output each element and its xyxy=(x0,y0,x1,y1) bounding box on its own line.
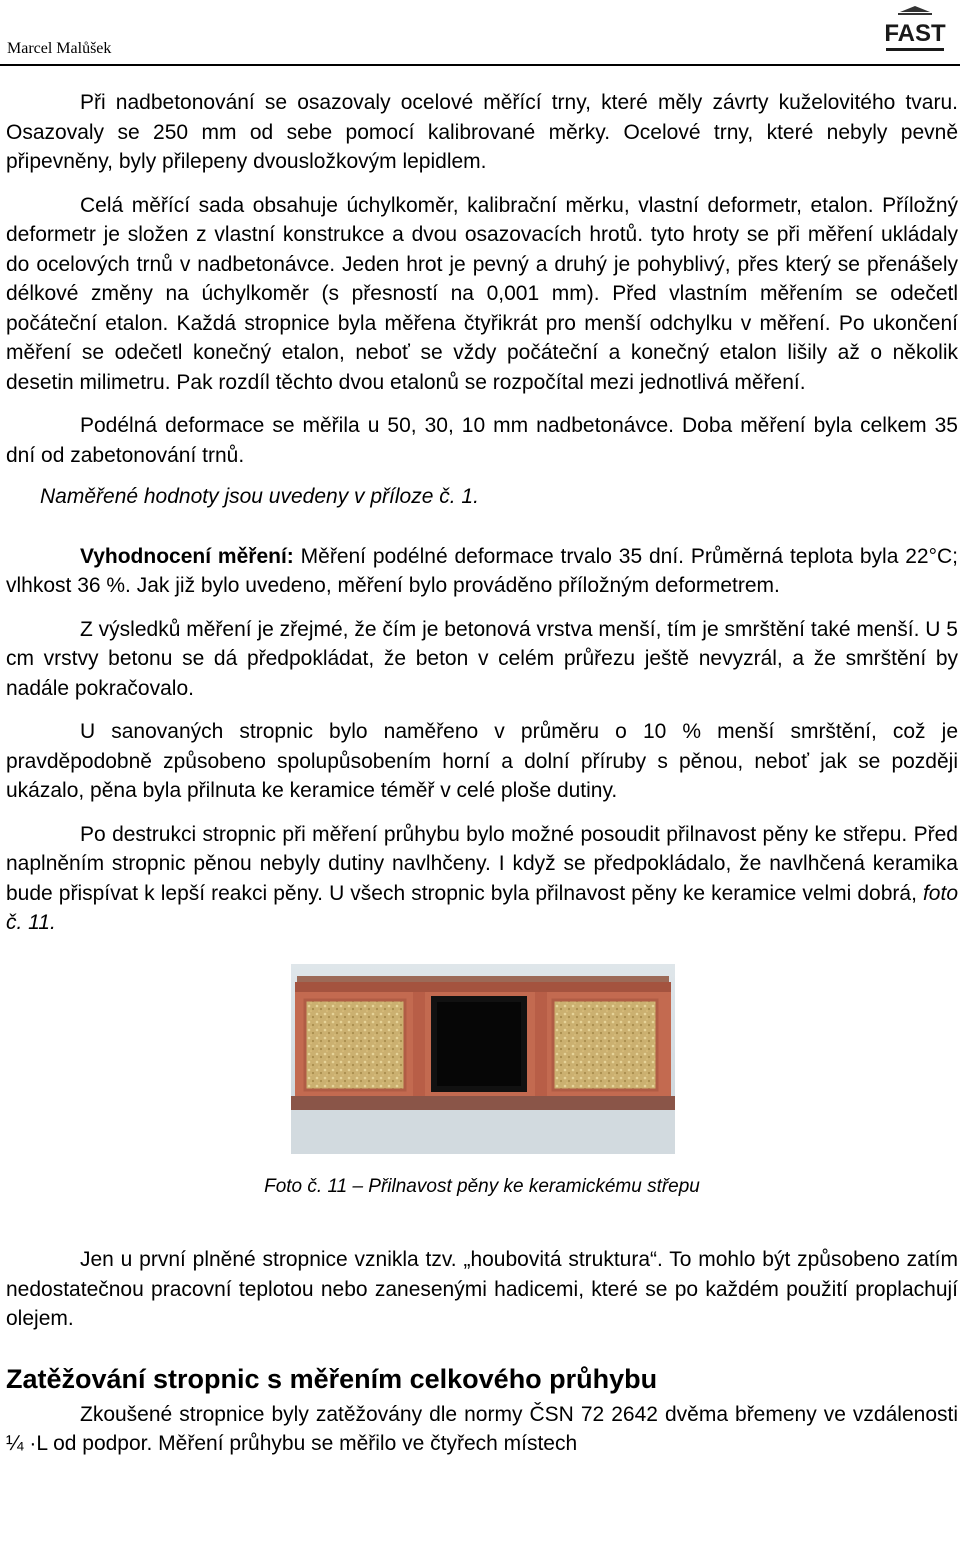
destrukce-text: Po destrukci stropnic při měření průhybu bylo možné posoudit přilnavost pěny ke střepu. Před naplněním stropnic pěnou nebyly dutiny navlhčeny. I když se předpokládalo, že navlhčená keramika bude přispívat k lepší reakci pěny. U všech stropnic byla přilnavost pěny ke keramice velmi dobrá, xyxy=(6,822,958,905)
evaluation-text: Měření podélné deformace trvalo 35 dní. Průměrná teplota byla 22°C; vlhkost 36 %. Jak již bylo uvedeno, měření bylo prováděno příložným deformetrem. xyxy=(6,544,958,597)
evaluation-label: Vyhodnocení měření: xyxy=(80,544,294,568)
paragraph-sanovane: U sanovaných stropnic bylo naměřeno v průměru o 10 % menší smrštění, což je pravděpodobně způsobeno spolupůsobením horní a dolní příruby s pěnou, neboť jak se později ukázalo, pěna byla přilnuta ke keramice téměř v celé ploše dutiny. xyxy=(6,720,958,802)
paragraph-1: Při nadbetonování se osazovaly ocelové měřící trny, které měly závrty kuželovitého tvaru. Osazovaly se 250 mm od sebe pomocí kalibrované měrky. Ocelové trny, které nebyly pevně připevněny, byly přilepeny dvousložkovým lepidlem. xyxy=(6,91,958,173)
photo-caption: Foto č. 11 – Přilnavost pěny ke keramickému střepu xyxy=(264,1175,700,1197)
paragraph-2: Celá měřící sada obsahuje úchylkoměr, kalibrační měrku, vlastní deformetr, etalon. Příložný deformetr je složen z vlastní konstrukce a dvou osazovacích hrotů. tyto hroty se při měření ukládaly do ocelových trnů v nadbetonávce. Jeden hrot je pevný a druhý je pohyblivý, přes který se přenášely délkové změny na úchylkoměr (s přesností na 0,001 mm). Před vlastním měřením se odečetl počáteční etalon. Každá stropnice byla měřena čtyřikrát pro menší odchylku v měření. Po ukončení měření se odečetl konečný etalon, neboť se vždy počáteční a konečný etalon lišily až o několik desetin milimetru. Pak rozdíl těchto dvou etalonů se rozpočítal mezi jednotlivá měření. xyxy=(6,193,958,394)
page-header xyxy=(0,0,960,64)
ceramic-foam-photo xyxy=(291,964,675,1154)
fast-logo xyxy=(884,4,946,56)
appendix-reference: Naměřené hodnoty jsou uvedeny v příloze č. 1. xyxy=(40,485,479,508)
header-rule xyxy=(0,64,960,66)
paragraph-results: Z výsledků měření je zřejmé, že čím je betonová vrstva menší, tím je smrštění také menší. U 5 cm vrstvy betonu se dá předpokládat, že beton v celém průřezu ještě nevyzrál, a že smrštění by nadále pokračovalo. xyxy=(6,617,958,700)
paragraph-destrukce xyxy=(6,820,958,938)
paragraph-zatezovani: Zkoušené stropnice byly zatěžovány dle normy ČSN 72 2642 dvěma břemeny ve vzdálenosti ¼ ·L od podpor. Měření průhybu se měřilo ve čtyřech místech xyxy=(6,1402,958,1455)
section-heading: Zatěžování stropnic s měřením celkového průhybu xyxy=(6,1363,658,1394)
logo-text: FAST xyxy=(884,20,946,47)
photo-container xyxy=(6,964,958,1154)
paragraph-houbovita: Jen u první plněné stropnice vznikla tzv. „houbovitá struktura“. To mohlo být způsobeno zatím nedostatečnou pracovní teplotou nebo zanesenými hadicemi, které se po každém použití proplachují olejem. xyxy=(6,1248,958,1330)
evaluation-paragraph xyxy=(6,542,958,601)
author-name: Marcel Malůšek xyxy=(7,40,112,57)
page-body xyxy=(6,88,958,1459)
photo-reference: foto č. 11. xyxy=(6,881,958,934)
paragraph-3: Podélná deformace se měřila u 50, 30, 10 mm nadbetonávce. Doba měření byla celkem 35 dní od zabetonování trnů. xyxy=(6,414,958,467)
